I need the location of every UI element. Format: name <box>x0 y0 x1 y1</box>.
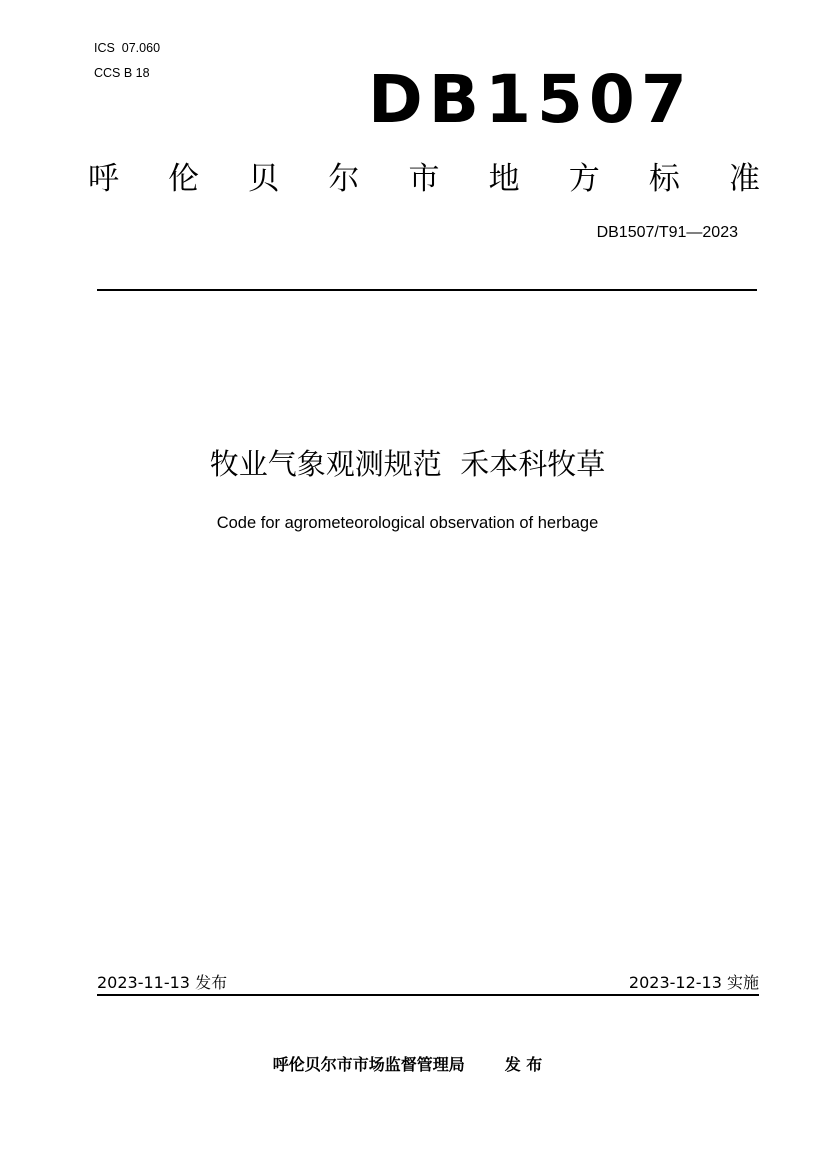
local-standard-heading <box>88 157 760 201</box>
ccs-code: CCS B 18 <box>94 66 150 80</box>
heading-char: 方 <box>568 161 600 197</box>
heading-char: 贝 <box>248 161 280 197</box>
heading-char: 地 <box>488 161 520 197</box>
publisher-line <box>0 1053 815 1077</box>
heading-char: 呼 <box>88 161 119 197</box>
heading-char: 标 <box>648 161 680 197</box>
issue-date: 2023-11-13 发布 <box>97 973 228 992</box>
ics-code: ICS 07.060 <box>94 41 161 55</box>
heading-char: 尔 <box>328 161 360 197</box>
publish-action: 发 布 <box>504 1055 543 1074</box>
publisher-name: 呼伦贝尔市市场监督管理局 <box>272 1055 465 1074</box>
document-title-chinese: 牧业气象观测规范 禾本科牧草 <box>209 447 606 481</box>
standard-number: DB1507/T91—2023 <box>596 224 738 241</box>
top-divider <box>97 289 757 291</box>
heading-char: 伦 <box>168 161 200 197</box>
implementation-date: 2023-12-13 实施 <box>628 973 759 992</box>
db-logo: DB1507 <box>368 61 693 138</box>
bottom-divider <box>97 994 759 996</box>
document-title-english: Code for agrometeorological observation of herbage <box>216 514 599 532</box>
heading-char: 市 <box>408 161 440 197</box>
heading-char: 准 <box>729 161 760 197</box>
